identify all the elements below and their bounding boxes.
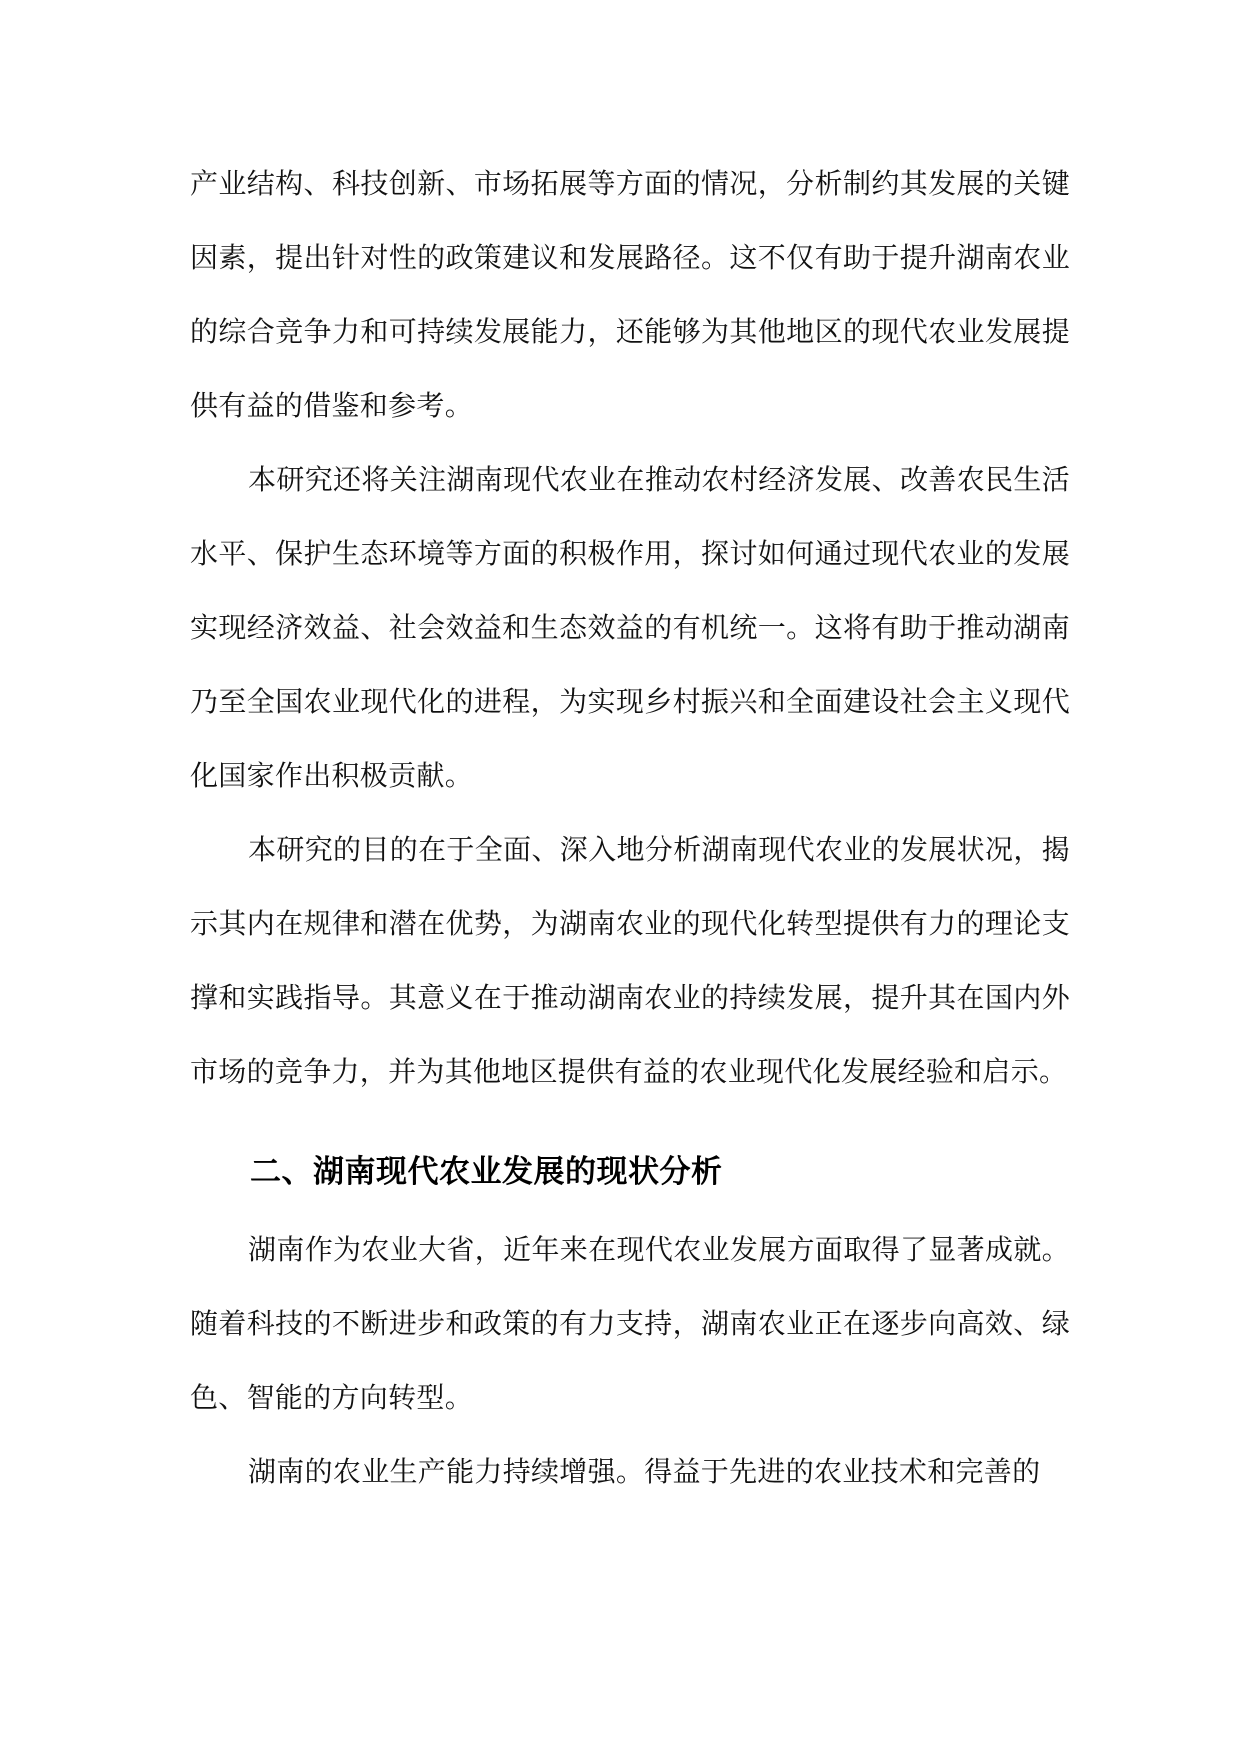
paragraph-2: 本研究还将关注湖南现代农业在推动农村经济发展、改善农民生活水平、保护生态环境等方面的积极作用，探讨如何通过现代农业的发展实现经济效益、社会效益和生态效益的有机统一。这将有助于推动湖南乃至全国农业现代化的进程，为实现乡村振兴和全面建设社会主义现代化国家作出积极贡献。 (190, 463, 1070, 792)
paragraph-4: 湖南作为农业大省，近年来在现代农业发展方面取得了显著成就。随着科技的不断进步和政策的有力支持，湖南农业正在逐步向高效、绿色、智能的方向转型。 (190, 1233, 1070, 1414)
paragraph-1: 产业结构、科技创新、市场拓展等方面的情况，分析制约其发展的关键因素，提出针对性的政策建议和发展路径。这不仅有助于提升湖南农业的综合竞争力和可持续发展能力，还能够为其他地区的现代农业发展提供有益的借鉴和参考。 (190, 167, 1070, 422)
paragraph-5: 湖南的农业生产能力持续增强。得益于先进的农业技术和完善的 (248, 1455, 1041, 1488)
section-heading: 二、湖南现代农业发展的现状分析 (250, 1154, 723, 1190)
paragraph-3: 本研究的目的在于全面、深入地分析湖南现代农业的发展状况，揭示其内在规律和潜在优势，为湖南农业的现代化转型提供有力的理论支撑和实践指导。其意义在于推动湖南农业的持续发展，提升其在国内外市场的竞争力，并为其他地区提供有益的农业现代化发展经验和启示。 (190, 833, 1070, 1088)
document-body (190, 147, 1070, 1509)
